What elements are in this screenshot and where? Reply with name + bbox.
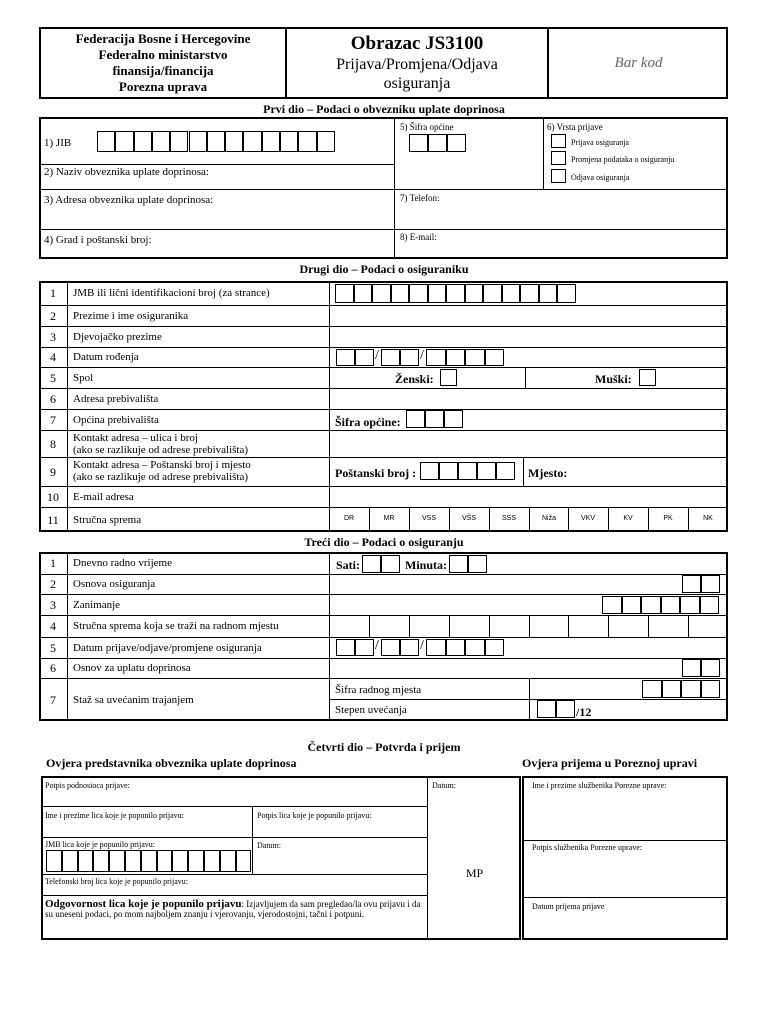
- row-label: Zanimanje: [73, 599, 121, 611]
- jmb-lica-label: JMB lica koje je popunilo prijavu:: [45, 840, 155, 849]
- date-box[interactable]: [426, 639, 446, 656]
- minuta-box[interactable]: [449, 555, 468, 573]
- divider: [39, 594, 728, 595]
- muski-label: Muški:: [595, 372, 632, 386]
- sifra-opcine-box[interactable]: [444, 410, 463, 428]
- sifra-radnog-mjesta-box[interactable]: [701, 680, 721, 698]
- divider: [39, 388, 728, 389]
- row-label: Datum prijave/odjave/promjene osiguranja: [73, 642, 262, 654]
- divider: [489, 615, 490, 637]
- zanimanje-box[interactable]: [641, 596, 661, 614]
- date-box[interactable]: [446, 349, 466, 366]
- jmb-lica-box[interactable]: [236, 850, 252, 872]
- date-box[interactable]: [355, 349, 374, 366]
- email-label: 8) E-mail:: [400, 232, 437, 242]
- ime-sluzbenika-label: Ime i prezime službenika Porezne uprave:: [532, 781, 667, 790]
- datum-label: Datum:: [257, 841, 281, 850]
- divider: [39, 367, 728, 368]
- mp-stamp: MP: [465, 866, 484, 880]
- postanski-broj-label: Poštanski broj :: [335, 466, 417, 480]
- jmb-lica-box[interactable]: [220, 850, 236, 872]
- row-label: Osnova osiguranja: [73, 578, 156, 590]
- divider: [39, 347, 728, 348]
- jib-box[interactable]: [207, 131, 225, 152]
- checkbox[interactable]: [551, 134, 566, 148]
- row-number: 4: [50, 350, 56, 364]
- jmb-lica-box[interactable]: [141, 850, 157, 872]
- divider: [523, 457, 524, 486]
- row-label: Dnevno radno vrijeme: [73, 557, 172, 569]
- row-number: 2: [50, 577, 56, 591]
- education-level[interactable]: MR: [383, 515, 395, 522]
- row-number: 1: [50, 556, 56, 570]
- telefon-lica-label: Telefonski broj lica koje je popunilo prijavu:: [45, 877, 188, 886]
- date-separator: /: [420, 348, 424, 363]
- right-signature-box: [522, 776, 728, 940]
- checkbox[interactable]: [551, 151, 566, 165]
- datum-prijema-label: Datum prijema prijave: [532, 902, 605, 911]
- zanimanje-box[interactable]: [602, 596, 622, 614]
- education-level[interactable]: VKV: [580, 515, 595, 522]
- divider: [369, 615, 370, 637]
- jib-box[interactable]: [317, 131, 335, 152]
- row-label: Općina prebivališta: [73, 414, 159, 426]
- divider: [39, 615, 728, 616]
- row-number: 9: [50, 465, 56, 479]
- row-label: Djevojačko prezime: [73, 331, 162, 343]
- odgovornost-bold: Odgovornost lica koje je popunilo prijavu: [45, 898, 242, 910]
- jib-box[interactable]: [189, 131, 207, 152]
- date-box[interactable]: [381, 639, 400, 656]
- ime-lica-label: Ime i prezime lica koje je popunilo prijavu:: [45, 811, 184, 820]
- divider: [39, 637, 728, 638]
- row-label-note: (ako se razlikuje od adrese prebivališta): [73, 444, 249, 456]
- jmb-lica-box[interactable]: [172, 850, 188, 872]
- divider: [39, 305, 728, 306]
- jmb-box[interactable]: [539, 284, 558, 303]
- divider: [568, 615, 569, 637]
- zenski-checkbox[interactable]: [440, 369, 457, 386]
- date-box[interactable]: [336, 349, 355, 366]
- vrsta-prijave-label: 6) Vrsta prijave: [547, 122, 603, 132]
- sifra-radnog-mjesta-box[interactable]: [662, 680, 682, 698]
- option-label: Promjena podataka o osiguranju: [571, 155, 675, 164]
- date-box[interactable]: [400, 349, 419, 366]
- jib-box[interactable]: [97, 131, 115, 152]
- row-label: Spol: [73, 372, 94, 384]
- date-box[interactable]: [400, 639, 419, 656]
- jmb-lica-box[interactable]: [125, 850, 141, 872]
- sifra-radnog-mjesta-box[interactable]: [642, 680, 662, 698]
- row-number: 10: [47, 490, 59, 504]
- jmb-box[interactable]: [391, 284, 410, 303]
- osnov-box[interactable]: [682, 659, 701, 677]
- date-box[interactable]: [485, 349, 505, 366]
- divider: [427, 776, 428, 940]
- jmb-lica-box[interactable]: [109, 850, 125, 872]
- divider: [543, 117, 544, 189]
- education-level[interactable]: Niža: [541, 515, 556, 522]
- divider: [41, 806, 427, 807]
- divider: [39, 678, 728, 679]
- row-number: 11: [47, 513, 59, 527]
- sati-label: Sati:: [336, 558, 360, 572]
- divider: [39, 326, 728, 327]
- jmb-box[interactable]: [557, 284, 576, 303]
- datum-label: Datum:: [432, 781, 456, 790]
- zanimanje-box[interactable]: [700, 596, 720, 614]
- potpis-lica-label: Potpis lica koje je popunilo prijavu:: [257, 811, 372, 820]
- date-separator: /: [420, 638, 424, 653]
- sifra-opcine-box[interactable]: [406, 410, 425, 428]
- part1-title: Prvi dio – Podaci o obvezniku uplate doprinosa: [263, 102, 505, 116]
- stepen-box[interactable]: [556, 700, 575, 718]
- issuer-line: Federacija Bosne i Hercegovine: [75, 31, 251, 46]
- date-box[interactable]: [355, 639, 374, 656]
- divider: [608, 615, 609, 637]
- education-level[interactable]: NK: [703, 515, 713, 522]
- divider: [522, 897, 728, 898]
- divider: [39, 486, 728, 487]
- divider: [252, 806, 253, 874]
- row-label: E-mail adresa: [73, 491, 134, 503]
- postanski-box[interactable]: [458, 462, 477, 480]
- sifra-opcine-box[interactable]: [428, 134, 447, 152]
- grad-label: 4) Grad i poštanski broj:: [44, 234, 152, 246]
- jib-box[interactable]: [298, 131, 316, 152]
- per12-label: /12: [576, 705, 592, 719]
- jib-box[interactable]: [262, 131, 280, 152]
- osnov-box[interactable]: [701, 659, 720, 677]
- potpis-podnosioca-label: Potpis podnosioca prijave:: [45, 781, 130, 790]
- divider: [409, 615, 410, 637]
- jib-box[interactable]: [115, 131, 133, 152]
- divider: [522, 840, 728, 841]
- divider: [449, 615, 450, 637]
- divider: [525, 367, 526, 388]
- divider: [39, 229, 728, 230]
- divider: [688, 615, 689, 637]
- part2-title: Drugi dio – Podaci o osiguraniku: [299, 262, 469, 276]
- divider: [648, 615, 649, 637]
- right-head: Ovjera prijema u Poreznoj upravi: [522, 756, 698, 770]
- date-box[interactable]: [446, 639, 466, 656]
- issuer-line: Federalno ministarstvo: [98, 47, 228, 62]
- minuta-box[interactable]: [468, 555, 487, 573]
- naziv-label: 2) Naziv obveznika uplate doprinosa:: [44, 166, 209, 178]
- date-box[interactable]: [336, 639, 355, 656]
- row-label: Adresa prebivališta: [73, 393, 159, 405]
- date-box[interactable]: [465, 639, 485, 656]
- sifra-radnog-mjesta-label: Šifra radnog mjesta: [335, 684, 422, 696]
- postanski-box[interactable]: [439, 462, 458, 480]
- zanimanje-box[interactable]: [680, 596, 700, 614]
- issuer-line: finansija/financija: [112, 63, 214, 78]
- row-label-note: (ako se razlikuje od adrese prebivališta): [73, 471, 249, 483]
- sifra-opcine-box[interactable]: [409, 134, 428, 152]
- row-number: 5: [50, 371, 56, 385]
- divider: [329, 699, 728, 700]
- row-number: 3: [50, 330, 56, 344]
- sifra-opcine-box[interactable]: [425, 410, 444, 428]
- date-box[interactable]: [485, 639, 505, 656]
- odgovornost-text: [45, 899, 423, 919]
- row-number: 4: [50, 619, 56, 633]
- jmb-box[interactable]: [483, 284, 502, 303]
- option-label: Prijava osiguranja: [571, 138, 629, 147]
- education-level[interactable]: VŠS: [461, 515, 476, 522]
- jmb-box[interactable]: [520, 284, 539, 303]
- divider: [39, 430, 728, 431]
- jib-box[interactable]: [134, 131, 152, 152]
- date-separator: /: [375, 348, 379, 363]
- divider: [39, 574, 728, 575]
- row-label: Kontakt adresa – ulica i broj: [73, 432, 198, 444]
- osnova-box[interactable]: [682, 575, 701, 593]
- sifra-opcine-label: Šifra općine:: [335, 415, 401, 429]
- row-number: 5: [50, 641, 56, 655]
- row-number: 6: [50, 392, 56, 406]
- jmb-lica-box[interactable]: [46, 850, 62, 872]
- zanimanje-box[interactable]: [661, 596, 681, 614]
- education-level[interactable]: VSS: [421, 515, 436, 522]
- part4-title: Četvrti dio – Potvrda i prijem: [307, 740, 461, 754]
- divider: [41, 874, 427, 875]
- option-label: Odjava osiguranja: [571, 173, 630, 182]
- jmb-lica-box[interactable]: [78, 850, 94, 872]
- education-level[interactable]: KV: [623, 515, 633, 522]
- jmb-box[interactable]: [409, 284, 428, 303]
- jmb-lica-box[interactable]: [93, 850, 109, 872]
- jmb-box[interactable]: [465, 284, 484, 303]
- part3-title: Treći dio – Podaci o osiguranju: [304, 535, 464, 549]
- stepen-box[interactable]: [537, 700, 556, 718]
- divider: [529, 615, 530, 637]
- row-label: Datum rođenja: [73, 351, 139, 363]
- row-label: JMB ili lični identifikacioni broj (za strance): [73, 287, 270, 299]
- divider: [39, 164, 394, 165]
- jmb-lica-box[interactable]: [188, 850, 204, 872]
- divider: [39, 189, 728, 190]
- divider: [41, 895, 427, 896]
- sifra-opcine-label: 5) Šifra općine: [400, 122, 454, 132]
- jmb-box[interactable]: [354, 284, 373, 303]
- jmb-box[interactable]: [428, 284, 447, 303]
- checkbox[interactable]: [551, 169, 566, 183]
- row-label: Staž sa uvećanim trajanjem: [73, 694, 194, 706]
- left-head: Ovjera predstavnika obveznika uplate doprinosa: [46, 756, 297, 770]
- form-subtitle: osiguranja: [383, 75, 451, 92]
- muski-checkbox[interactable]: [639, 369, 656, 386]
- jmb-lica-box[interactable]: [204, 850, 220, 872]
- row-number: 2: [50, 309, 56, 323]
- minuta-label: Minuta:: [405, 558, 447, 572]
- form-title: Obrazac JS3100: [350, 33, 484, 54]
- row-label: Prezime i ime osiguranika: [73, 310, 189, 322]
- sifra-radnog-mjesta-box[interactable]: [681, 680, 701, 698]
- jmb-box[interactable]: [372, 284, 391, 303]
- divider: [39, 507, 728, 508]
- date-separator: /: [375, 638, 379, 653]
- jmb-lica-box[interactable]: [157, 850, 173, 872]
- date-box[interactable]: [381, 349, 400, 366]
- jmb-box[interactable]: [502, 284, 521, 303]
- divider: [394, 117, 395, 259]
- education-level[interactable]: PK: [663, 515, 673, 522]
- sati-box[interactable]: [381, 555, 400, 573]
- mjesto-label: Mjesto:: [528, 466, 568, 480]
- divider: [329, 281, 330, 532]
- date-box[interactable]: [465, 349, 485, 366]
- zanimanje-box[interactable]: [622, 596, 642, 614]
- jmb-lica-box[interactable]: [62, 850, 78, 872]
- issuer-line: Porezna uprava: [118, 79, 208, 94]
- row-number: 7: [50, 693, 56, 707]
- jib-box[interactable]: [280, 131, 298, 152]
- telefon-label: 7) Telefon:: [400, 193, 440, 203]
- row-label: Osnov za uplatu doprinosa: [73, 662, 191, 674]
- jib-box[interactable]: [225, 131, 243, 152]
- barcode-placeholder: Bar kod: [614, 55, 663, 71]
- form-subtitle: Prijava/Promjena/Odjava: [336, 56, 498, 73]
- jib-label: 1) JIB: [44, 137, 72, 149]
- row-number: 3: [50, 598, 56, 612]
- postanski-box[interactable]: [496, 462, 515, 480]
- issuer-block: [41, 31, 285, 95]
- jib-box[interactable]: [152, 131, 170, 152]
- divider: [39, 658, 728, 659]
- row-label: Stručna sprema koja se traži na radnom mjestu: [73, 620, 279, 632]
- postanski-box[interactable]: [477, 462, 496, 480]
- row-number: 7: [50, 413, 56, 427]
- form-title-block: [287, 33, 547, 93]
- sifra-opcine-box[interactable]: [447, 134, 466, 152]
- row-number: 6: [50, 661, 56, 675]
- stepen-uvecanja-label: Stepen uvećanja: [335, 704, 407, 716]
- divider: [39, 457, 728, 458]
- date-box[interactable]: [426, 349, 446, 366]
- divider: [67, 281, 68, 532]
- potpis-sluzbenika-label: Potpis službenika Porezne uprave:: [532, 843, 642, 852]
- odgovornost-body: : Izjavljujem da sam pregledao/la ovu prijavu i da su uneseni podaci, po mom najboljem znanju i vjerovanju, vjerodostojni, tačni i potpuni.: [45, 899, 421, 919]
- row-number: 1: [50, 286, 56, 300]
- jib-box[interactable]: [170, 131, 188, 152]
- divider: [41, 837, 427, 838]
- sati-box[interactable]: [362, 555, 381, 573]
- zenski-label: Ženski:: [395, 372, 434, 386]
- postanski-box[interactable]: [420, 462, 439, 480]
- osnova-box[interactable]: [701, 575, 720, 593]
- row-label: Stručna sprema: [73, 514, 142, 526]
- education-level[interactable]: SSS: [501, 515, 516, 522]
- education-level[interactable]: DR: [343, 515, 355, 522]
- jmb-box[interactable]: [446, 284, 465, 303]
- jib-box[interactable]: [243, 131, 261, 152]
- jmb-box[interactable]: [335, 284, 354, 303]
- divider: [39, 409, 728, 410]
- adresa-label: 3) Adresa obveznika uplate doprinosa:: [44, 194, 214, 206]
- row-number: 8: [50, 437, 56, 451]
- row-label: Kontakt adresa – Poštanski broj i mjesto: [73, 459, 251, 471]
